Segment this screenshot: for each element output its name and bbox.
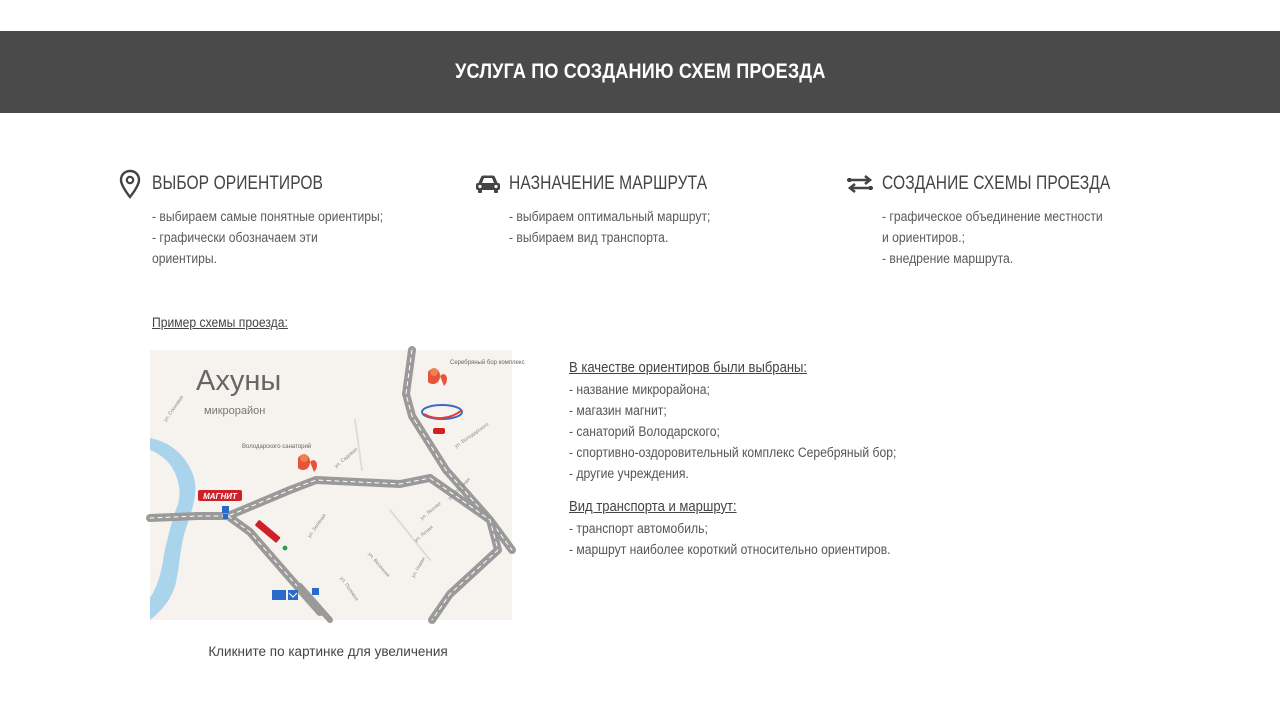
list-item: - маршрут наиболее короткий относительно ориентиров.: [569, 542, 891, 557]
landmarks-list: [569, 379, 933, 484]
forest-label: Серебряный бор комплекс: [450, 360, 525, 366]
feature-route: [475, 166, 751, 248]
bus-stop-icon: [222, 506, 229, 513]
street-label: ул. Володарского: [453, 421, 491, 450]
sanatorium-marker-icon: [298, 454, 317, 472]
list-item: - выбираем самые понятные ориентиры;: [152, 209, 384, 224]
feature-header: [119, 166, 409, 202]
landmarks-group: [569, 358, 933, 484]
magnit-store-badge: [198, 490, 242, 501]
feature-list: [509, 206, 751, 248]
transport-group: [569, 497, 933, 560]
feature-scheme: [846, 166, 1161, 269]
list-item: - выбираем оптимальный маршрут;: [509, 209, 711, 224]
map-pin-icon: [119, 170, 141, 198]
list-item: - внедрение маршрута.: [882, 251, 1014, 266]
green-point-icon: [282, 545, 288, 551]
complex-logo-icon: [422, 405, 462, 419]
feature-header: [846, 166, 1161, 202]
map-drawing: [150, 350, 525, 620]
street-label: ул. Зелёная: [306, 513, 328, 540]
street-label: ул. Широкая: [447, 476, 472, 502]
list-item: ориентиры.: [152, 251, 217, 266]
sanatorium-label: Володарского санаторий: [242, 444, 312, 450]
feature-list: [152, 206, 409, 269]
route-icon: [846, 174, 874, 194]
feature-title: СОЗДАНИЕ СХЕМЫ ПРОЕЗДА: [882, 173, 1111, 194]
bus-stop-icon: [312, 588, 319, 595]
street-label: ул. Весенняя: [366, 551, 391, 579]
list-item: - другие учреждения.: [569, 466, 689, 481]
car-marker-icon: [433, 428, 445, 434]
post-office-icon: [272, 590, 298, 600]
forest-marker-icon: [428, 368, 447, 386]
street-label: ул. Садовая: [333, 446, 359, 470]
list-item: - транспорт автомобиль;: [569, 521, 708, 536]
list-item: - графически обозначаем эти: [152, 230, 318, 245]
feature-title: ВЫБОР ОРИЕНТИРОВ: [152, 173, 324, 194]
street-label: ул. Новая: [410, 556, 428, 579]
transport-heading: Вид транспорта и маршрут:: [569, 499, 737, 515]
list-item: - название микрорайона;: [569, 382, 710, 397]
example-details: [569, 358, 933, 560]
list-item: и ориентиров.;: [882, 230, 966, 245]
route-map-image[interactable]: [150, 350, 525, 620]
list-item: - выбираем вид транспорта.: [509, 230, 669, 245]
street-label: ул. Сосновая: [162, 394, 186, 424]
map-caption: Кликните по картинке для увеличения: [208, 644, 448, 659]
header-banner: [0, 31, 1280, 113]
street-label: ул. Лесная: [419, 500, 443, 522]
list-item: - санаторий Володарского;: [569, 424, 720, 439]
map-title: Ахуны: [196, 365, 282, 397]
feature-list: [882, 206, 1161, 269]
feature-landmarks: [119, 166, 409, 269]
feature-header: [475, 166, 751, 202]
example-link[interactable]: Пример схемы проезда:: [152, 315, 288, 330]
river: [150, 438, 195, 620]
landmarks-heading: В качестве ориентиров были выбраны:: [569, 360, 808, 376]
map-subtitle: микрорайон: [204, 405, 266, 417]
transport-list: [569, 518, 933, 560]
street-label: ул. Ясная: [413, 524, 435, 544]
svg-text:МАГНИТ: МАГНИТ: [203, 492, 237, 501]
list-item: - графическое объединение местности: [882, 209, 1103, 224]
street-label: ул. Полевая: [338, 575, 360, 603]
list-item: - магазин магнит;: [569, 403, 667, 418]
car-icon: [475, 174, 501, 194]
list-item: - спортивно-оздоровительный комплекс Серебряный бор;: [569, 445, 897, 460]
feature-title: НАЗНАЧЕНИЕ МАРШРУТА: [509, 173, 708, 194]
page-title: УСЛУГА ПО СОЗДАНИЮ СХЕМ ПРОЕЗДА: [454, 60, 826, 83]
bus-stop-icon: [223, 514, 228, 519]
